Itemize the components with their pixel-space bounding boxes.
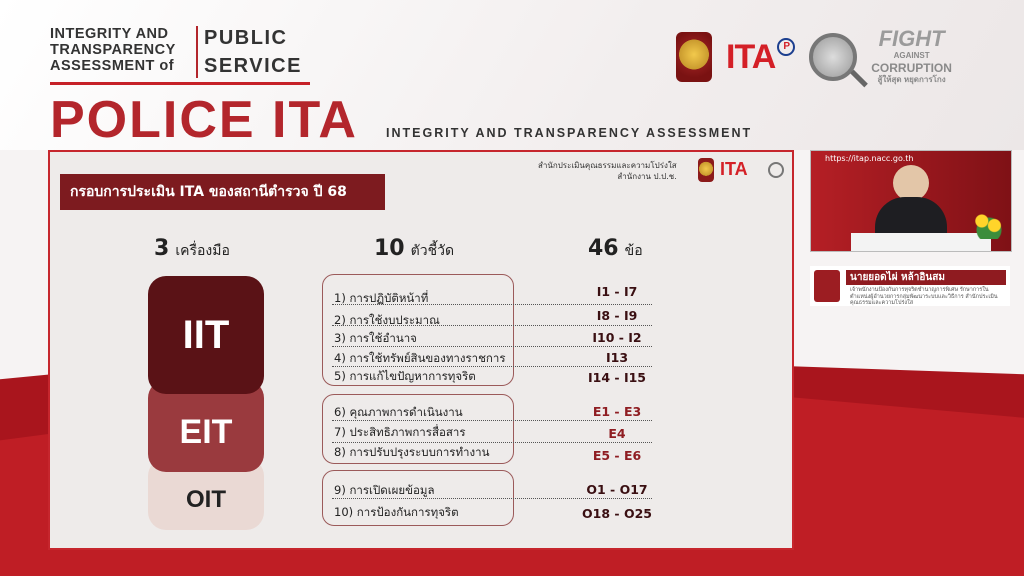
speaker-namecard [810, 266, 1010, 306]
row-divider [332, 420, 652, 421]
presentation-slide [48, 150, 794, 550]
speaker-role: เจ้าพนักงานป้องกันการทุจริตชำนาญการพิเศษ รักษาการในตำแหน่งผู้อำนวยการกลุ่มพัฒนาระบบและวิธีการ สำนักประเมินคุณธรรมและความโปร่งใส [850, 287, 998, 306]
slide-banner: กรอบการประเมิน ITA ของสถานีตำรวจ ปี 68 [60, 174, 385, 210]
slide-org-line1: สำนักประเมินคุณธรรมและความโปร่งใส [538, 161, 677, 170]
public-service-line1: PUBLIC [204, 27, 288, 49]
indicator-2: 2) การใช้งบประมาณ [334, 313, 440, 327]
ita-logo [726, 38, 795, 77]
police-emblem-icon [676, 32, 712, 82]
speaker-name: นายยอดไผ่ หล้าอินสม [846, 270, 1006, 285]
slide-ita-logo [720, 159, 748, 180]
tool-eit: EIT [148, 380, 264, 472]
items-label: ข้อ [624, 243, 643, 259]
namecard-emblem-icon [814, 270, 840, 302]
tools-heading [154, 236, 230, 262]
header-underline [50, 82, 310, 85]
tool-oit: OIT [148, 458, 264, 530]
ita-logo-text: ITA [726, 37, 776, 76]
org-name [50, 26, 176, 74]
indicators-label: ตัวชี้วัด [410, 243, 455, 259]
flower-decoration [971, 209, 1007, 239]
indicator-3: 3) การใช้อำนาจ [334, 331, 417, 345]
magnifier-seal-icon [809, 33, 857, 81]
video-url: https://itap.nacc.go.th [825, 154, 914, 163]
fight-thai-text: สู้ให้สุด หยุดการโกง [877, 75, 946, 84]
items-7: E4 [608, 426, 626, 441]
fight-corruption-text: CORRUPTION [871, 61, 952, 75]
indicator-9: 9) การเปิดเผยข้อมูล [334, 483, 435, 497]
items-2: I8 - I9 [596, 308, 638, 323]
page-title: POLICE ITA [50, 91, 358, 149]
tools-count: 3 [154, 236, 170, 261]
slide-magnifier-icon [768, 162, 784, 178]
indicator-10: 10) การป้องกันการทุจริต [334, 505, 459, 519]
speaker-video[interactable] [810, 150, 1012, 252]
items-5: I14 - I15 [588, 370, 646, 385]
public-service-label [204, 24, 302, 80]
items-10: O18 - O25 [582, 506, 652, 521]
org-name-line1: INTEGRITY AND [50, 26, 169, 42]
indicator-6: 6) คุณภาพการดำเนินงาน [334, 405, 463, 419]
public-service-line2: SERVICE [204, 55, 302, 77]
slide-org-line2: สำนักงาน ป.ป.ช. [617, 172, 677, 181]
slide-emblem-icon [698, 158, 714, 182]
ita-p-badge: P [777, 38, 795, 56]
items-3: I10 - I2 [592, 330, 642, 345]
org-name-line3: ASSESSMENT of [50, 58, 175, 74]
indicators-heading [374, 236, 454, 262]
indicator-7: 7) ประสิทธิภาพการสื่อสาร [334, 425, 466, 439]
indicator-1: 1) การปฏิบัติหน้าที่ [334, 291, 429, 305]
items-count: 46 [588, 236, 619, 261]
fight-corruption-logo [871, 28, 952, 86]
slide-ita-text: ITA [720, 159, 748, 179]
slide-org-label [538, 160, 677, 182]
items-6: E1 - E3 [592, 404, 642, 419]
row-divider [332, 442, 652, 443]
items-4: I13 [605, 350, 629, 365]
tool-iit: IIT [148, 276, 264, 394]
logo-row [676, 28, 952, 86]
speaker-desk [851, 233, 991, 251]
tools-stack [148, 276, 264, 530]
speaker-head [893, 165, 929, 201]
fight-text: FIGHT [878, 26, 945, 51]
header-divider [196, 26, 198, 78]
items-1: I1 - I7 [596, 284, 638, 299]
page-subtitle: INTEGRITY AND TRANSPARENCY ASSESSMENT [386, 126, 753, 140]
row-divider [332, 498, 652, 499]
indicators-count: 10 [374, 236, 405, 261]
row-divider [332, 325, 652, 326]
fight-against-text: AGAINST [893, 51, 930, 60]
indicator-4: 4) การใช้ทรัพย์สินของทางราชการ [334, 351, 506, 365]
row-divider [332, 366, 652, 367]
row-divider [332, 304, 652, 305]
items-9: O1 - O17 [586, 482, 648, 497]
indicator-8: 8) การปรับปรุงระบบการทำงาน [334, 445, 490, 459]
items-heading [588, 236, 643, 262]
items-8: E5 - E6 [592, 448, 642, 463]
row-divider [332, 346, 652, 347]
tools-label: เครื่องมือ [175, 243, 230, 259]
org-name-line2: TRANSPARENCY [50, 42, 176, 58]
indicator-5: 5) การแก้ไขปัญหาการทุจริต [334, 369, 476, 383]
